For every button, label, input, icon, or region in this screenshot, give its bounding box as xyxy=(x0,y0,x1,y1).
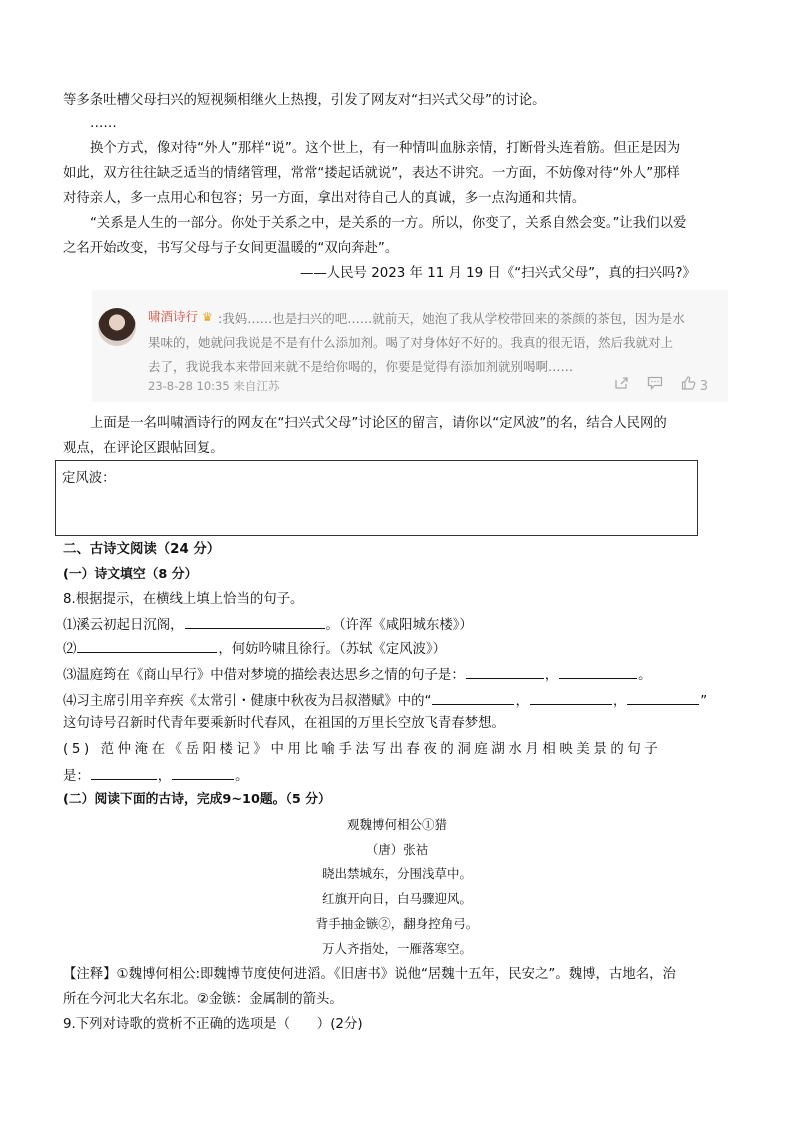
reply-icon[interactable] xyxy=(647,376,663,394)
passage-source: ——人民号 2023 年 11 月 19 日《“扫兴式父母”，真的扫兴吗?》 xyxy=(300,266,696,281)
poem-line: 万人齐指处，一雁落寒空。 xyxy=(321,941,472,956)
answer-box[interactable] xyxy=(55,460,698,536)
question-8-1: ⑴溪云初起日沉阁， 。（许浑《咸阳城东楼》） xyxy=(63,614,473,636)
question-8-3: ⑶温庭筠在《商山早行》中借对梦境的描绘表达思乡之情的句子是： ， 。 xyxy=(63,664,652,686)
passage-line: “关系是人生的一部分。你处于关系之中，是关系的一方。所以，你变了，关系自然会变。”让我们以爱 xyxy=(90,216,687,231)
thumbs-up-icon xyxy=(681,376,696,390)
question-8-5: (5) 范仲淹在《岳阳楼记》中用比喻手法写出春夜的洞庭湖水月相映美景的句子 xyxy=(63,742,662,757)
subsection-heading: (一）诗文填空（8 分） xyxy=(63,567,198,582)
blank[interactable] xyxy=(627,690,699,705)
question-8-4-cont: 这句诗号召新时代青年要乘新时代春风，在祖国的万里长空放飞青春梦想。 xyxy=(63,716,505,731)
notes-line: 【注释】①魏博何相公:即魏博节度使何进滔。《旧唐书》说他“居魏十五年，民安之”。魏博，古地名，治 xyxy=(63,967,676,982)
passage-line: 等多条吐槽父母扫兴的短视频相继火上热搜，引发了网友对“扫兴式父母”的讨论。 xyxy=(63,93,546,108)
poem-title: 观魏博何相公①猎 xyxy=(346,817,447,832)
comment-line: 去了，我说我本来带回来就不是给你喝的，你要是觉得有添加剂就别喝啊…… xyxy=(148,359,574,374)
ellipsis: …… xyxy=(90,116,117,131)
task-line: 上面是一名叫啸酒诗行的网友在“扫兴式父母”讨论区的留言，请你以“定风波”的名，结合人民网的 xyxy=(90,416,667,431)
question-9: 9.下列对诗歌的赏析不正确的选项是（ ）(2分) xyxy=(63,1017,363,1032)
blank[interactable] xyxy=(172,765,234,780)
passage-line: 对待亲人，多一点用心和包容；另一方面，拿出对待自己人的真诚，多一点沟通和共情。 xyxy=(63,191,586,206)
blank[interactable] xyxy=(530,690,612,705)
blank[interactable] xyxy=(559,664,637,679)
passage-line: 之名开始改变，书写父母与子女间更温暖的“双向奔赴”。 xyxy=(63,241,399,256)
blank[interactable] xyxy=(91,765,157,780)
avatar xyxy=(98,308,136,346)
blank[interactable] xyxy=(432,690,514,705)
crown-icon: ♛ xyxy=(202,310,213,324)
question-8: 8.根据提示，在横线上填上恰当的句子。 xyxy=(63,592,304,607)
like-button[interactable] xyxy=(681,376,708,394)
subsection-heading: (二）阅读下面的古诗，完成9~10题。（5 分） xyxy=(63,792,331,807)
section-heading: 二、古诗文阅读（24 分） xyxy=(63,542,221,557)
comment-card xyxy=(92,290,728,402)
question-8-2: ⑵ ，何妨吟啸且徐行。（苏轼《定风波》） xyxy=(63,638,446,660)
question-8-5-blanks: 是： ， 。 xyxy=(63,765,249,787)
comment-line: 果味的，她就问我说是不是有什么添加剂。喝了对身体好不好的。我真的很无语，然后我就对上 xyxy=(148,335,674,350)
passage-line: 换个方式，像对待“外人”那样“说”。这个世上，有一种情叫血脉亲情，打断骨头连着筋。但正是因为 xyxy=(90,141,681,156)
share-icon[interactable] xyxy=(614,376,629,394)
blank[interactable] xyxy=(77,638,217,653)
poem-line: 晓出禁城东，分围浅草中。 xyxy=(321,866,472,881)
answer-label: 定风波： xyxy=(62,471,116,486)
poem-line: 红旗开向日，白马骤迎风。 xyxy=(321,891,472,906)
comment-line: :我妈……也是扫兴的吧……就前天，她泡了我从学校带回来的茶颜的茶包，因为是水 xyxy=(218,311,685,326)
blank[interactable] xyxy=(466,664,544,679)
comment-actions xyxy=(614,376,708,394)
poem-author: （唐）张祜 xyxy=(365,842,429,857)
task-line: 观点，在评论区跟帖回复。 xyxy=(63,441,224,456)
question-8-4: ⑷习主席引用辛弃疾《太常引・健康中秋夜为吕叔潜赋》中的“ ， ， ” xyxy=(63,690,707,712)
comment-meta: 23-8-28 10:35 来自江苏 xyxy=(148,379,280,393)
comment-username[interactable]: 啸酒诗行 xyxy=(148,309,199,324)
poem-line: 背手抽金镞②，翻身控角弓。 xyxy=(315,916,479,931)
comment-body xyxy=(148,307,723,379)
blank[interactable] xyxy=(185,614,325,629)
like-count: 3 xyxy=(699,379,708,394)
notes-line: 所在今河北大名东北。②金镞：金属制的箭头。 xyxy=(63,992,343,1007)
passage-line: 如此，双方往往缺乏适当的情绪管理，常常“搂起话就说”，表达不讲究。一方面，不妨像对待“外人”那样 xyxy=(63,166,680,181)
